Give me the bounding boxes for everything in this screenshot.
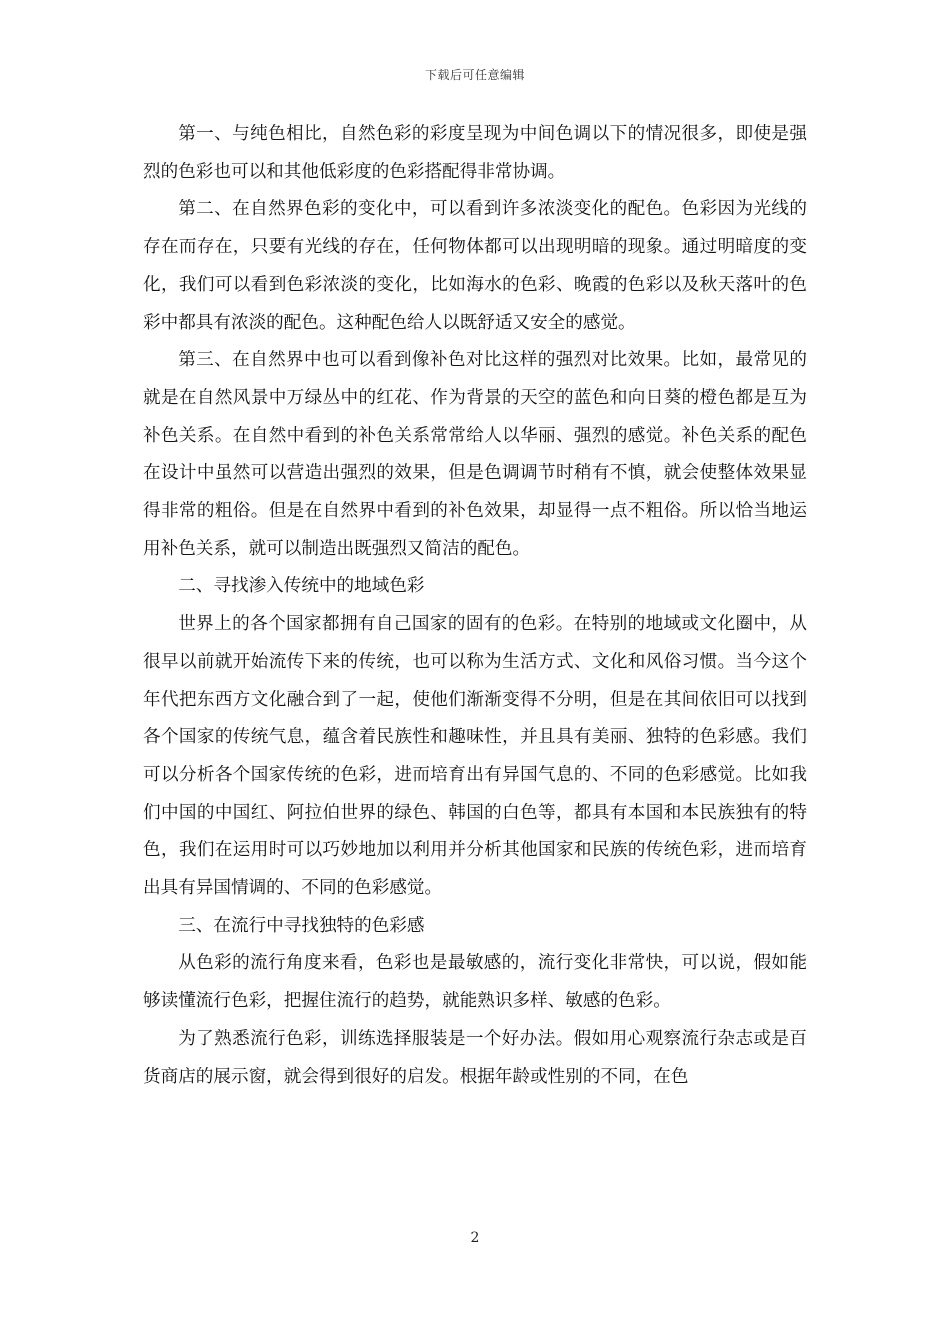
paragraph-1: 第一、与纯色相比，自然色彩的彩度呈现为中间色调以下的情况很多，即使是强烈的色彩也可以和其他低彩度的色彩搭配得非常协调。 [143,124,807,182]
page-number: 2 [470,1230,480,1246]
document-body [143,116,807,1096]
paragraph-6: 为了熟悉流行色彩，训练选择服装是一个好办法。假如用心观察流行杂志或是百货商店的展示窗，就会得到很好的启发。根据年龄或性别的不同，在色 [143,1028,807,1087]
section-heading-2: 二、寻找渗入传统中的地域色彩 [178,576,425,597]
paragraph-5: 从色彩的流行角度来看，色彩也是最敏感的，流行变化非常快，可以说，假如能够读懂流行色彩，把握住流行的趋势，就能熟识多样、敏感的色彩。 [143,953,807,1012]
paragraph-2: 第二、在自然界色彩的变化中，可以看到许多浓淡变化的配色。色彩因为光线的存在而存在，只要有光线的存在，任何物体都可以出现明暗的现象。通过明暗度的变化，我们可以看到色彩浓淡的变化，比如海水的色彩、晚霞的色彩以及秋天落叶的色彩中都具有浓淡的配色。这种配色给人以既舒适又安全的感觉。 [143,199,807,333]
paragraph-4: 世界上的各个国家都拥有自己国家的固有的色彩。在特别的地域或文化圈中，从很早以前就开始流传下来的传统，也可以称为生活方式、文化和风俗习惯。当今这个年代把东西方文化融合到了一起，使他们渐渐变得不分明，但是在其间依旧可以找到各个国家的传统气息，蕴含着民族性和趣味性，并且具有美丽、独特的色彩感。我们可以分析各个国家传统的色彩，进而培育出有异国气息的、不同的色彩感觉。比如我们中国的中国红、阿拉伯世界的绿色、韩国的白色等，都具有本国和本民族独有的特色，我们在运用时可以巧妙地加以利用并分析其他国家和民族的传统色彩，进而培育出具有异国情调的、不同的色彩感觉。 [143,614,807,899]
section-heading-3: 三、在流行中寻找独特的色彩感 [178,915,425,936]
page-header: 下载后可任意编辑 [424,68,525,82]
paragraph-3: 第三、在自然界中也可以看到像补色对比这样的强烈对比效果。比如，最常见的就是在自然风景中万绿丛中的红花、作为背景的天空的蓝色和向日葵的橙色都是互为补色关系。在自然中看到的补色关系常常给人以华丽、强烈的感觉。补色关系的配色在设计中虽然可以营造出强烈的效果，但是色调调节时稍有不慎，就会使整体效果显得非常的粗俗。但是在自然界中看到的补色效果，却显得一点不粗俗。所以恰当地运用补色关系，就可以制造出既强烈又简洁的配色。 [143,350,807,559]
